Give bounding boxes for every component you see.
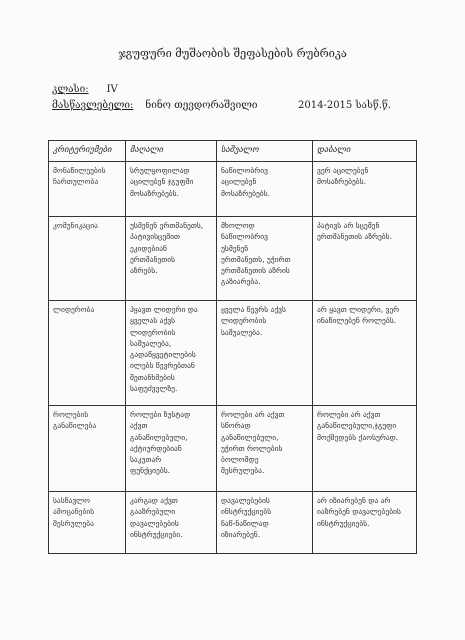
- school-year: 2014-2015 სასწ.წ.: [298, 100, 391, 111]
- low-cell: [313, 492, 417, 554]
- low-cell: [313, 406, 417, 492]
- medium-cell: [217, 162, 313, 217]
- high-text: სრულყოფილად აცილებენ ჯგუფში მოსაზრებებს.: [130, 166, 194, 198]
- teacher-value: ნინო თევდორაშვილი: [145, 100, 258, 111]
- medium-text: ყველა წევრს აქვს ლიდერობის საშუალება.: [221, 305, 286, 337]
- high-cell: [126, 217, 217, 301]
- low-cell: [313, 301, 417, 406]
- high-cell: [126, 301, 217, 406]
- low-text: არ ყავთ ლიდერი, ვერ ინაწილებენ როლებს.: [317, 305, 400, 326]
- medium-text: ნაწილობრივ აცილებენ მოსაზრებებს.: [221, 166, 270, 198]
- medium-text: დავალებების ინსტრუქციებს ნაწ-ნაწილად იზიარებენ.: [221, 496, 272, 539]
- criterion-text: როლების განაწილება: [53, 410, 97, 431]
- medium-text: როლები არ აქვთ სწორად განაწილებული, უჭირთ როლების ბოლომდე შესრულება.: [221, 410, 285, 476]
- low-text: როლები არ აქვთ განაწილებული,ჯგუფი მოქმედებს ქაოსურად.: [317, 410, 399, 442]
- high-text: კარგად აქვთ გააზრებული დავალებების ინსტრუქციები.: [130, 496, 183, 539]
- criterion-text: კომუნიკაცია: [53, 221, 98, 230]
- high-cell: [126, 406, 217, 492]
- low-text: ვერ აცილებენ მოსაზრებებს.: [317, 166, 369, 187]
- table-row: [49, 301, 417, 406]
- criterion-cell: [49, 162, 126, 217]
- high-cell: [126, 492, 217, 554]
- header-medium: საშუალო: [217, 141, 313, 162]
- medium-cell: [217, 492, 313, 554]
- high-text: უსმენენ ერთმანეთს, პატივისცემით ეკიდებიან ერთმანეთის აზრებს.: [130, 221, 204, 275]
- criterion-cell: [49, 301, 126, 406]
- teacher-line: [52, 100, 258, 111]
- low-cell: [313, 162, 417, 217]
- table-row: [49, 162, 417, 217]
- header-criteria: კრიტერიუმები: [49, 141, 126, 162]
- high-text: ჰყავთ ლიდერი და ყველას აქვს ლიდერობის საშუალება, გადაწყვეტილების ილებს წევრებთან შეთანხმების საფუძველზე.: [130, 305, 198, 393]
- table-row: [49, 492, 417, 554]
- medium-cell: [217, 217, 313, 301]
- header-low: დაბალი: [313, 141, 417, 162]
- criterion-cell: [49, 406, 126, 492]
- criterion-text: მონაწილეების ჩართულობა: [53, 166, 106, 187]
- class-line: [52, 84, 118, 95]
- table-header-row: [49, 141, 417, 162]
- low-text: არ იზიარებენ და არ იაზრებენ დავალებების ინსტრუქციებს.: [317, 496, 401, 528]
- low-cell: [313, 217, 417, 301]
- medium-cell: [217, 406, 313, 492]
- criterion-text: ლიდერობა: [53, 305, 95, 314]
- document-title: ჯგუფური მუშაობის შეფასების რუბრიკა: [118, 47, 347, 60]
- high-cell: [126, 162, 217, 217]
- high-text: როლები ზუსტად აქვთ განაწილებული, აქტიურდებიან საკუთარ ფუნქციებს.: [130, 410, 191, 476]
- class-label: კლასი:: [52, 84, 89, 95]
- header-high: მაღალი: [126, 141, 217, 162]
- medium-text: მხოლოდ ნაწილობრივ უსმენენ ერთმანეთს, უჭირთ ერთმანეთის აზრის გაზიარება.: [221, 221, 291, 287]
- medium-cell: [217, 301, 313, 406]
- criterion-cell: [49, 217, 126, 301]
- table-row: [49, 217, 417, 301]
- table-row: [49, 406, 417, 492]
- criterion-text: სასწავლო ამოცანების შესრულება: [53, 496, 95, 528]
- rubric-table: [48, 140, 417, 554]
- low-text: პატივს არ სცემენ ერთმანეთის აზრებს.: [317, 221, 392, 242]
- teacher-label: მასწავლებელი:: [52, 100, 134, 111]
- criterion-cell: [49, 492, 126, 554]
- class-value: IV: [106, 84, 118, 95]
